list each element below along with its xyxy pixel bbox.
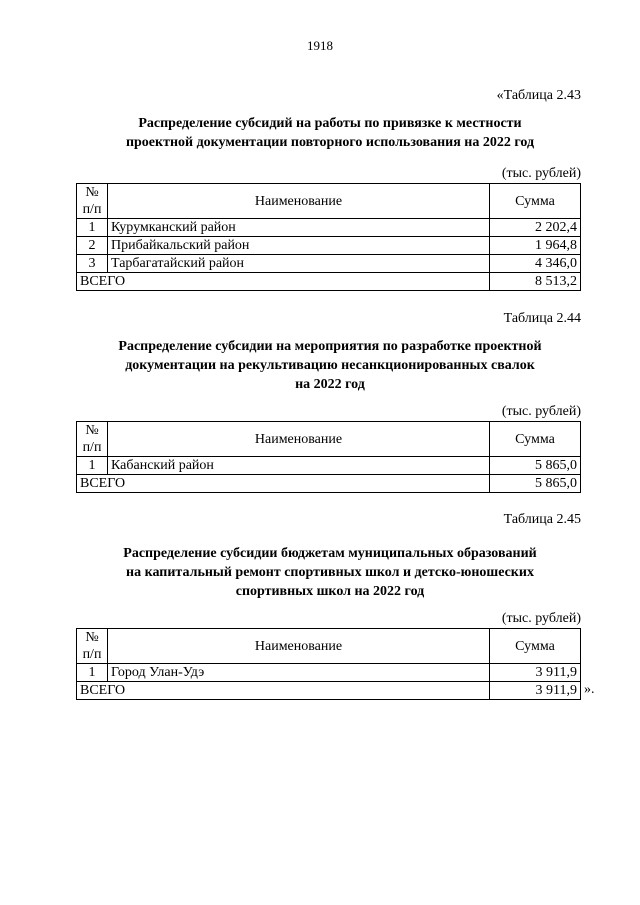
- row-name: Город Улан-Удэ: [108, 664, 490, 682]
- row-no: 1: [77, 664, 108, 682]
- total-row: [77, 682, 581, 700]
- table-header-row: [77, 629, 581, 664]
- header-sum: Сумма: [490, 422, 581, 457]
- row-name: Курумканский район: [108, 219, 490, 237]
- header-no-line: п/п: [82, 647, 102, 662]
- header-no-line: п/п: [82, 440, 102, 455]
- total-sum: 3 911,9: [490, 682, 581, 700]
- header-no-line: №: [85, 423, 99, 438]
- row-name: Тарбагатайский район: [108, 255, 490, 273]
- title-line: документации на рекультивацию несанкционированных свалок: [125, 358, 535, 373]
- row-no: 1: [77, 219, 108, 237]
- row-sum: 1 964,8: [490, 237, 581, 255]
- row-no: 1: [77, 457, 108, 475]
- title-line: Распределение субсидии на мероприятия по разработке проектной: [118, 339, 542, 354]
- table-row: [77, 664, 581, 682]
- total-label: ВСЕГО: [77, 475, 490, 493]
- units-label: (тыс. рублей): [501, 611, 581, 626]
- header-name: Наименование: [108, 422, 490, 457]
- header-no-line: №: [85, 185, 99, 200]
- row-no: 3: [77, 255, 108, 273]
- table-label: Таблица 2.45: [503, 512, 581, 527]
- table-header-row: [77, 422, 581, 457]
- title-line: на 2022 год: [295, 377, 365, 392]
- total-label: ВСЕГО: [77, 273, 490, 291]
- header-sum: Сумма: [490, 184, 581, 219]
- row-name: Прибайкальский район: [108, 237, 490, 255]
- page-number: 1918: [307, 38, 333, 53]
- total-row: [77, 475, 581, 493]
- title-line: проектной документации повторного использования на 2022 год: [125, 135, 535, 150]
- table-row: [77, 237, 581, 255]
- total-row: [77, 273, 581, 291]
- closing-quote: ».: [584, 682, 595, 697]
- row-name: Кабанский район: [108, 457, 490, 475]
- header-no-line: п/п: [82, 202, 102, 217]
- header-no: [77, 184, 108, 219]
- subsidy-table: [76, 628, 581, 700]
- table-row: [77, 255, 581, 273]
- row-sum: 3 911,9: [490, 664, 581, 682]
- subsidy-table: [76, 183, 581, 291]
- title-line: на капитальный ремонт спортивных школ и детско-юношеских: [126, 565, 534, 580]
- header-name: Наименование: [108, 184, 490, 219]
- table-label: «Таблица 2.43: [496, 88, 581, 103]
- title-line: спортивных школ на 2022 год: [235, 584, 425, 599]
- table-header-row: [77, 184, 581, 219]
- table-title: [70, 337, 590, 394]
- header-no-line: №: [85, 630, 99, 645]
- total-sum: 8 513,2: [490, 273, 581, 291]
- table-row: [77, 219, 581, 237]
- table-label: Таблица 2.44: [503, 311, 581, 326]
- row-sum: 4 346,0: [490, 255, 581, 273]
- table-row: [77, 457, 581, 475]
- row-sum: 2 202,4: [490, 219, 581, 237]
- title-line: Распределение субсидий на работы по привязке к местности: [138, 116, 522, 131]
- row-sum: 5 865,0: [490, 457, 581, 475]
- title-line: Распределение субсидии бюджетам муниципальных образований: [123, 546, 537, 561]
- header-sum: Сумма: [490, 629, 581, 664]
- total-sum: 5 865,0: [490, 475, 581, 493]
- subsidy-table: [76, 421, 581, 493]
- row-no: 2: [77, 237, 108, 255]
- table-title: [70, 114, 590, 152]
- header-no: [77, 629, 108, 664]
- total-label: ВСЕГО: [77, 682, 490, 700]
- units-label: (тыс. рублей): [501, 404, 581, 419]
- header-no: [77, 422, 108, 457]
- units-label: (тыс. рублей): [501, 166, 581, 181]
- table-title: [70, 544, 590, 601]
- header-name: Наименование: [108, 629, 490, 664]
